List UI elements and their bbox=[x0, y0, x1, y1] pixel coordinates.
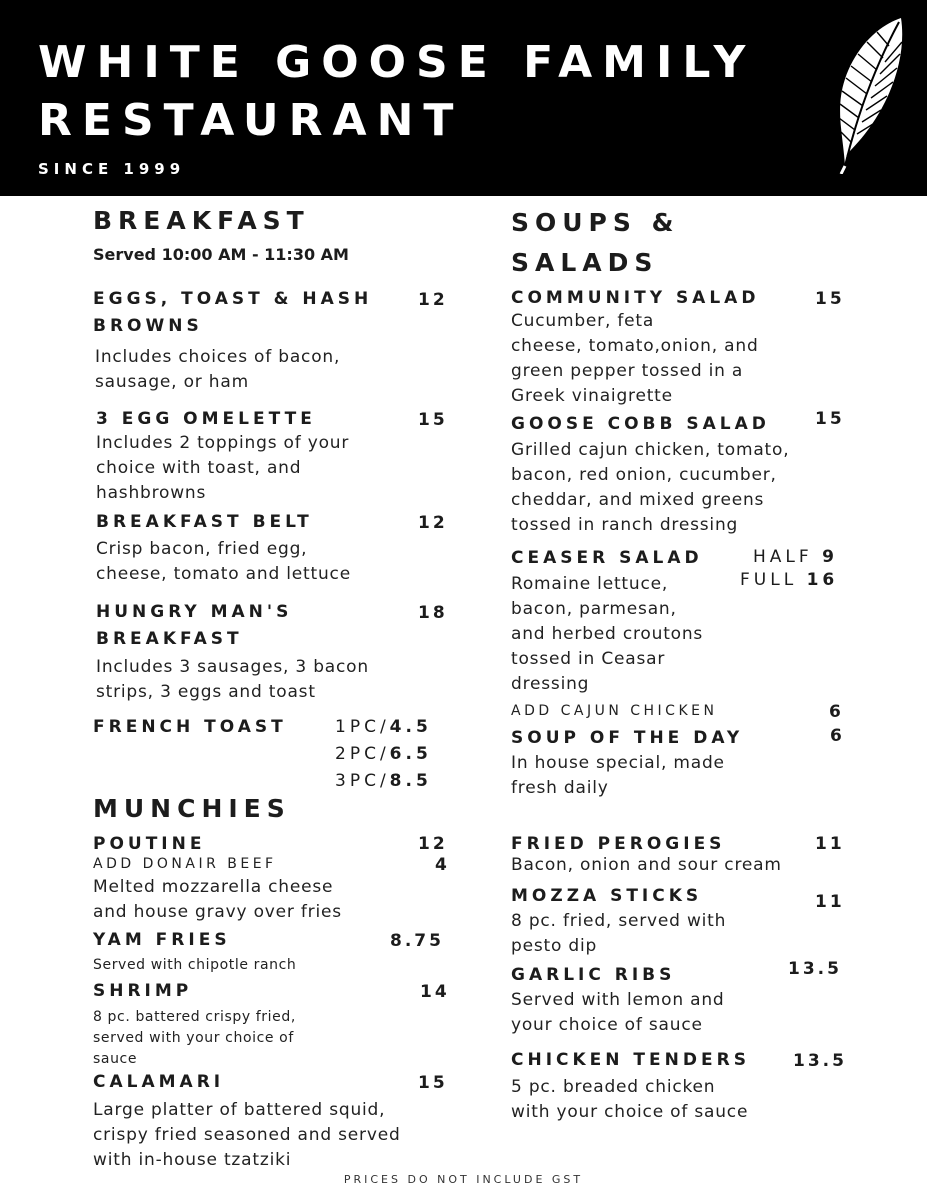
menu-item-name: FRENCH TOAST bbox=[93, 717, 287, 737]
menu-item-description: Cucumber, feta bbox=[511, 311, 655, 331]
menu-item-description: served with your choice of bbox=[93, 1030, 294, 1046]
price-option-full: FULL 16 bbox=[740, 570, 839, 590]
menu-item-price: 15 bbox=[815, 289, 845, 309]
gst-note: PRICES DO NOT INCLUDE GST bbox=[343, 1173, 584, 1186]
price-option-half: HALF 9 bbox=[753, 547, 838, 567]
menu-item-name: SOUP OF THE DAY bbox=[511, 728, 744, 748]
menu-item-name: 3 EGG OMELETTE bbox=[96, 409, 316, 429]
menu-item-price: 12 bbox=[418, 834, 448, 854]
menu-item-description: bacon, parmesan, bbox=[511, 599, 677, 619]
menu-item-price: 14 bbox=[420, 982, 450, 1002]
menu-item-description: sauce bbox=[93, 1051, 138, 1067]
menu-item-description: Includes 2 toppings of your bbox=[96, 433, 350, 453]
menu-item-description: In house special, made bbox=[511, 753, 725, 773]
menu-item-name: HUNGRY MAN'S bbox=[96, 602, 293, 622]
menu-item-price: 11 bbox=[815, 834, 845, 854]
menu-item-description: Crisp bacon, fried egg, bbox=[96, 539, 308, 559]
soups-salads-heading: SOUPS & bbox=[511, 208, 680, 237]
menu-item-description: cheese, tomato and lettuce bbox=[96, 564, 351, 584]
addon-price: 6 bbox=[829, 702, 841, 722]
since-text: SINCE 1999 bbox=[38, 160, 186, 178]
menu-item-description: 8 pc. battered crispy fried, bbox=[93, 1009, 296, 1025]
menu-item-description: Served with lemon and bbox=[511, 990, 725, 1010]
menu-item-description: crispy fried seasoned and served bbox=[93, 1125, 401, 1145]
menu-item-price: 13.5 bbox=[793, 1051, 847, 1071]
menu-item-description: sausage, or ham bbox=[95, 372, 249, 392]
menu-item-name: CEASER SALAD bbox=[511, 548, 703, 568]
breakfast-heading: BREAKFAST bbox=[93, 206, 310, 235]
menu-item-name: GARLIC RIBS bbox=[511, 965, 676, 985]
menu-item-description: 5 pc. breaded chicken bbox=[511, 1077, 716, 1097]
menu-item-description: Includes 3 sausages, 3 bacon bbox=[96, 657, 369, 677]
addon-label: ADD DONAIR BEEF bbox=[93, 856, 277, 872]
price-option: 3PC/8.5 bbox=[335, 771, 432, 791]
menu-item-price: 8.75 bbox=[390, 931, 444, 951]
menu-item-description: with your choice of sauce bbox=[511, 1102, 749, 1122]
menu-item-description: fresh daily bbox=[511, 778, 609, 798]
menu-item-description: choice with toast, and bbox=[96, 458, 302, 478]
menu-item-description: hashbrowns bbox=[96, 483, 207, 503]
menu-item-description: pesto dip bbox=[511, 936, 598, 956]
menu-item-description: Includes choices of bacon, bbox=[95, 347, 341, 367]
restaurant-name-line-1: WHITE GOOSE FAMILY bbox=[38, 37, 756, 88]
menu-item-description: Melted mozzarella cheese bbox=[93, 877, 334, 897]
menu-item-name: COMMUNITY SALAD bbox=[511, 288, 760, 308]
menu-item-description: with in-house tzatziki bbox=[93, 1150, 292, 1170]
breakfast-hours: Served 10:00 AM - 11:30 AM bbox=[93, 245, 349, 264]
munchies-heading: MUNCHIES bbox=[93, 794, 291, 823]
menu-item-price: 6 bbox=[830, 726, 842, 746]
addon-price: 4 bbox=[435, 855, 447, 875]
menu-item-price: 18 bbox=[418, 603, 448, 623]
menu-item-description: 8 pc. fried, served with bbox=[511, 911, 727, 931]
menu-item-name: POUTINE bbox=[93, 834, 206, 854]
menu-item-description: strips, 3 eggs and toast bbox=[96, 682, 316, 702]
header-banner bbox=[0, 0, 927, 196]
menu-item-description: tossed in Ceasar bbox=[511, 649, 666, 669]
menu-item-description: cheese, tomato,onion, and bbox=[511, 336, 759, 356]
menu-item-description: Bacon, onion and sour cream bbox=[511, 855, 782, 875]
menu-item-price: 15 bbox=[418, 410, 448, 430]
menu-item-description: Served with chipotle ranch bbox=[93, 957, 297, 973]
menu-item-name: YAM FRIES bbox=[93, 930, 231, 950]
price-option: 1PC/4.5 bbox=[335, 717, 432, 737]
addon-label: ADD CAJUN CHICKEN bbox=[511, 703, 718, 719]
menu-item-price: 12 bbox=[418, 290, 448, 310]
menu-item-description: and herbed croutons bbox=[511, 624, 704, 644]
menu-item-price: 13.5 bbox=[788, 959, 842, 979]
menu-item-name: BREAKFAST BELT bbox=[96, 512, 313, 532]
menu-item-name: BREAKFAST bbox=[96, 629, 243, 649]
menu-item-description: Romaine lettuce, bbox=[511, 574, 669, 594]
menu-item-name: BROWNS bbox=[93, 316, 203, 336]
menu-item-price: 12 bbox=[418, 513, 448, 533]
menu-item-description: and house gravy over fries bbox=[93, 902, 342, 922]
menu-item-description: green pepper tossed in a bbox=[511, 361, 744, 381]
menu-item-name: CHICKEN TENDERS bbox=[511, 1050, 750, 1070]
menu-item-price: 15 bbox=[815, 409, 845, 429]
menu-item-description: bacon, red onion, cucumber, bbox=[511, 465, 777, 485]
menu-item-price: 15 bbox=[418, 1073, 448, 1093]
menu-item-description: your choice of sauce bbox=[511, 1015, 703, 1035]
menu-item-name: CALAMARI bbox=[93, 1072, 225, 1092]
menu-item-name: MOZZA STICKS bbox=[511, 886, 703, 906]
price-option: 2PC/6.5 bbox=[335, 744, 432, 764]
soups-salads-heading: SALADS bbox=[511, 248, 659, 277]
menu-item-description: cheddar, and mixed greens bbox=[511, 490, 765, 510]
menu-item-description: Large platter of battered squid, bbox=[93, 1100, 386, 1120]
menu-item-name: FRIED PEROGIES bbox=[511, 834, 726, 854]
menu-item-name: SHRIMP bbox=[93, 981, 193, 1001]
menu-item-name: EGGS, TOAST & HASH bbox=[93, 289, 373, 309]
menu-item-price: 11 bbox=[815, 892, 845, 912]
menu-item-description: tossed in ranch dressing bbox=[511, 515, 739, 535]
restaurant-name-line-2: RESTAURANT bbox=[38, 95, 464, 146]
menu-item-name: GOOSE COBB SALAD bbox=[511, 414, 770, 434]
feather-icon bbox=[815, 14, 907, 174]
menu-item-description: Grilled cajun chicken, tomato, bbox=[511, 440, 790, 460]
menu-item-description: dressing bbox=[511, 674, 590, 694]
menu-item-description: Greek vinaigrette bbox=[511, 386, 673, 406]
